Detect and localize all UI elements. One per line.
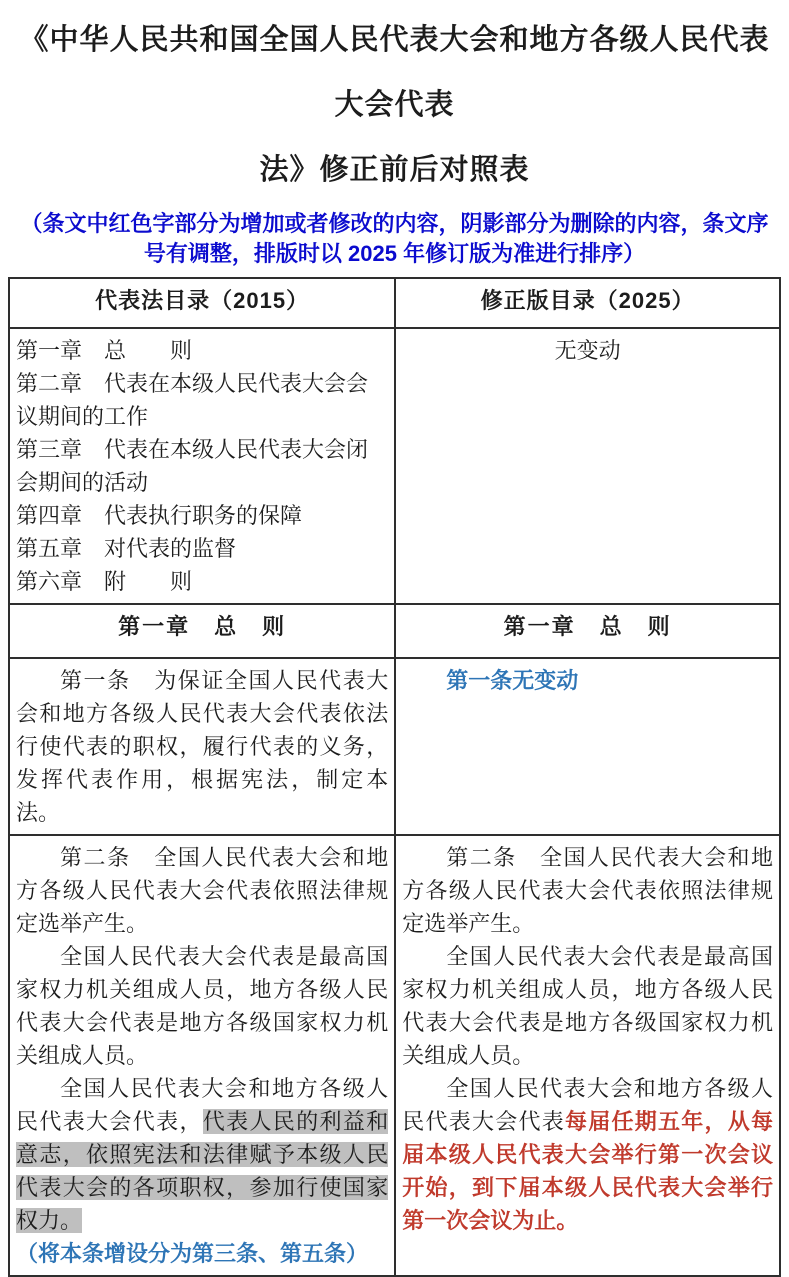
- toc-line-chapter5: 第五章 对代表的监督: [16, 536, 237, 561]
- toc-line-chapter1: 第一章 总 则: [16, 338, 193, 363]
- article2-right-added-text: 每届任期五年，从每届本级人民代表大会举行第一次会议开始，到下届本级人民代表大会举行第一次会议为止。: [402, 1109, 773, 1233]
- article2-right-paragraph2: 全国人民代表大会代表是最高国家权力机关组成人员，地方各级人民代表大会代表是地方各级国家权力机关组成人员。: [402, 944, 773, 1068]
- article2-left-paragraph3: [16, 1072, 388, 1237]
- chapter1-heading-2015: 第一章 总 则: [9, 604, 395, 658]
- article2-right-kept-text: 全国人民代表大会和地方各级人民代表大会代表: [402, 1076, 773, 1134]
- toc-line-chapter6: 第六章 附 则: [16, 569, 193, 594]
- table-header-row: [9, 278, 780, 328]
- article2-left-paragraph2: 全国人民代表大会代表是最高国家权力机关组成人员，地方各级人民代表大会代表是地方各级国家权力机关组成人员。: [16, 944, 389, 1068]
- doc-title-line2: 法》修正前后对照表: [259, 154, 530, 186]
- column-header-2025: 修正版目录（2025）: [395, 278, 780, 328]
- toc-row: [9, 328, 780, 604]
- article1-cell-2025: [395, 658, 780, 835]
- toc-line-chapter2: 第二章 代表在本级人民代表大会会议期间的工作: [16, 371, 369, 429]
- toc-nochange-cell: 无变动: [395, 328, 780, 604]
- article2-cell-2025: [395, 835, 780, 1276]
- toc-line-chapter4: 第四章 代表执行职务的保障: [16, 503, 303, 528]
- article2-right-paragraph3: [402, 1072, 773, 1237]
- doc-title: [6, 0, 783, 203]
- article2-left-paragraph1: 第二条 全国人民代表大会和地方各级人民代表大会代表依照法律规定选举产生。: [16, 845, 389, 936]
- article2-row: [9, 835, 780, 1276]
- column-header-2015: 代表法目录（2015）: [9, 278, 395, 328]
- article2-right-paragraph1: 第二条 全国人民代表大会和地方各级人民代表大会代表依照法律规定选举产生。: [402, 845, 773, 936]
- toc-cell-2015: [9, 328, 395, 604]
- doc-title-line1: 《中华人民共和国全国人民代表大会和地方各级人民代表大会代表: [19, 24, 770, 121]
- chapter1-heading-2025: 第一章 总 则: [395, 604, 780, 658]
- chapter1-heading-row: [9, 604, 780, 658]
- article1-cell-2015: [9, 658, 395, 835]
- comparison-table: [8, 277, 781, 1277]
- article2-left-deleted-text: 代表人民的利益和意志，依照宪法和法律赋予本级人民代表大会的各项职权，参加行使国家权力。: [16, 1109, 389, 1233]
- doc-legend-note: （条文中红色字部分为增加或者修改的内容，阴影部分为删除的内容，条文序号有调整，排版时以 2025 年修订版为准进行排序）: [20, 211, 769, 266]
- article2-left-kept-text: 全国人民代表大会和地方各级人民代表大会代表，: [16, 1076, 389, 1134]
- article1-text: 第一条 为保证全国人民代表大会和地方各级人民代表大会代表依法行使代表的职权，履行代表的义务，发挥代表作用，根据宪法，制定本法。: [16, 668, 389, 825]
- toc-line-chapter3: 第三章 代表在本级人民代表大会闭会期间的活动: [16, 437, 369, 495]
- article2-split-note: （将本条增设分为第三条、第五条）: [16, 1241, 369, 1266]
- article2-cell-2015: [9, 835, 395, 1276]
- article1-row: [9, 658, 780, 835]
- article1-nochange-note: 第一条无变动: [446, 668, 579, 693]
